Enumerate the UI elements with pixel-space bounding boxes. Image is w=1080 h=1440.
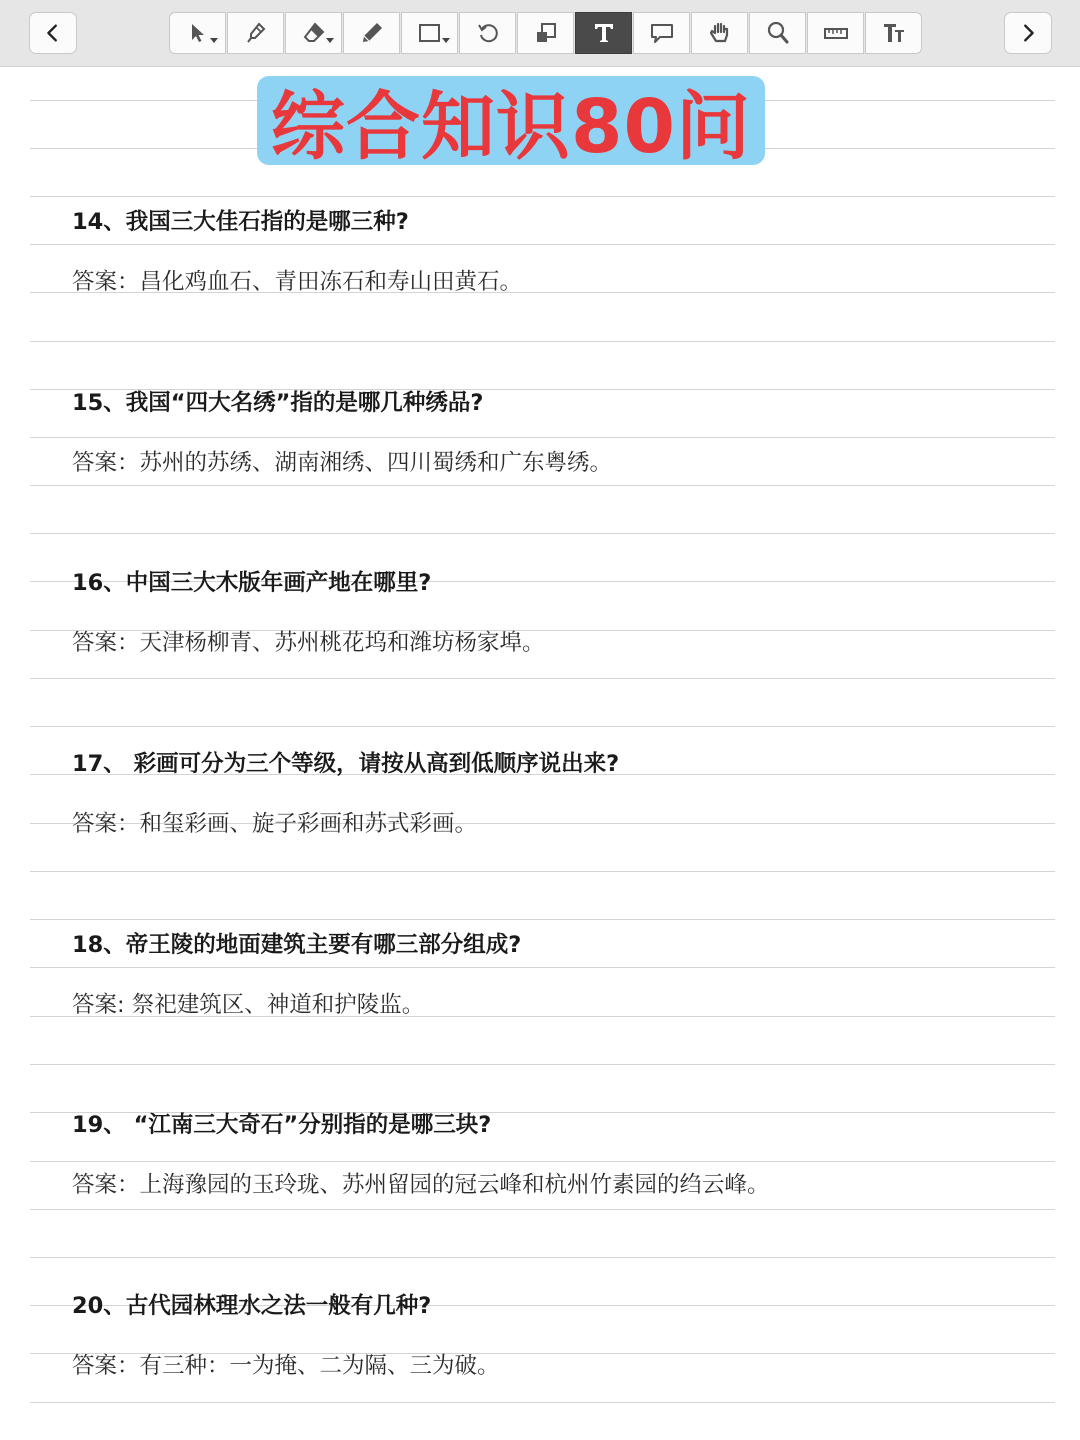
ruled-line (30, 919, 1055, 920)
ruled-line (30, 1402, 1055, 1403)
toolbar (0, 0, 1080, 67)
ruled-line (30, 1209, 1055, 1210)
annotation-tools (169, 12, 922, 54)
eraser-icon (301, 20, 327, 46)
answer-15: 答案：苏州的苏绣、湖南湘绣、四川蜀绣和广东粤绣。 (72, 450, 613, 476)
question-14: 14、我国三大佳石指的是哪三种? (72, 209, 409, 235)
highlighter-icon (243, 20, 269, 46)
ruled-line (30, 967, 1055, 968)
ruled-line (30, 341, 1055, 342)
eraser-tool[interactable] (285, 12, 342, 54)
ruled-line (30, 1257, 1055, 1258)
text-t-icon (591, 20, 617, 46)
crop-tool[interactable] (517, 12, 574, 54)
ruler-icon (823, 20, 849, 46)
speech-bubble-icon (649, 20, 675, 46)
answer-16: 答案：天津杨柳青、苏州桃花坞和潍坊杨家埠。 (72, 630, 545, 656)
chevron-down-icon (210, 38, 218, 43)
title-banner (257, 76, 765, 170)
page-title: 综合知识80问 (271, 83, 751, 170)
rectangle-icon (417, 20, 443, 46)
chevron-left-icon (42, 22, 64, 44)
pencil-tool[interactable] (343, 12, 400, 54)
ruled-line (30, 1064, 1055, 1065)
forward-button[interactable] (1004, 12, 1052, 54)
question-15: 15、我国“四大名绣”指的是哪几种绣品? (72, 390, 484, 416)
chevron-right-icon (1017, 22, 1039, 44)
pencil-icon (359, 20, 385, 46)
ruled-line (30, 678, 1055, 679)
ruled-line (30, 726, 1055, 727)
ruler-tool[interactable] (807, 12, 864, 54)
chevron-down-icon (442, 38, 450, 43)
back-button[interactable] (29, 12, 77, 54)
answer-14: 答案：昌化鸡血石、青田冻石和寿山田黄石。 (72, 269, 523, 295)
ruled-line (30, 485, 1055, 486)
ruled-line (30, 437, 1055, 438)
ruled-line (30, 244, 1055, 245)
ruled-line (30, 871, 1055, 872)
text-tool[interactable] (575, 12, 632, 54)
question-20: 20、古代园林理水之法一般有几种? (72, 1293, 432, 1319)
hand-tool[interactable] (691, 12, 748, 54)
answer-18: 答案: 祭祀建筑区、神道和护陵监。 (72, 992, 425, 1018)
question-17: 17、 彩画可分为三个等级，请按从高到低顺序说出来? (72, 751, 620, 777)
arrow-cursor-icon (185, 20, 211, 46)
hand-icon (707, 20, 733, 46)
crop-icon (533, 20, 559, 46)
question-19: 19、 “江南三大奇石”分别指的是哪三块? (72, 1112, 492, 1138)
ruled-line (30, 196, 1055, 197)
ruled-line (30, 533, 1055, 534)
answer-17: 答案：和玺彩画、旋子彩画和苏式彩画。 (72, 811, 478, 837)
font-size-tool[interactable] (865, 12, 922, 54)
select-tool[interactable] (169, 12, 226, 54)
document-page (0, 66, 1080, 1440)
question-18: 18、帝王陵的地面建筑主要有哪三部分组成? (72, 932, 522, 958)
rotate-tool[interactable] (459, 12, 516, 54)
font-size-icon (881, 20, 907, 46)
zoom-tool[interactable] (749, 12, 806, 54)
magnifier-icon (765, 20, 791, 46)
shape-tool[interactable] (401, 12, 458, 54)
highlighter-tool[interactable] (227, 12, 284, 54)
question-16: 16、中国三大木版年画产地在哪里? (72, 570, 432, 596)
answer-19: 答案：上海豫园的玉玲珑、苏州留园的冠云峰和杭州竹素园的绉云峰。 (72, 1172, 770, 1198)
ruled-line (30, 1161, 1055, 1162)
comment-tool[interactable] (633, 12, 690, 54)
rotate-icon (475, 20, 501, 46)
chevron-down-icon (326, 38, 334, 43)
answer-20: 答案：有三种：一为掩、二为隔、三为破。 (72, 1353, 500, 1379)
